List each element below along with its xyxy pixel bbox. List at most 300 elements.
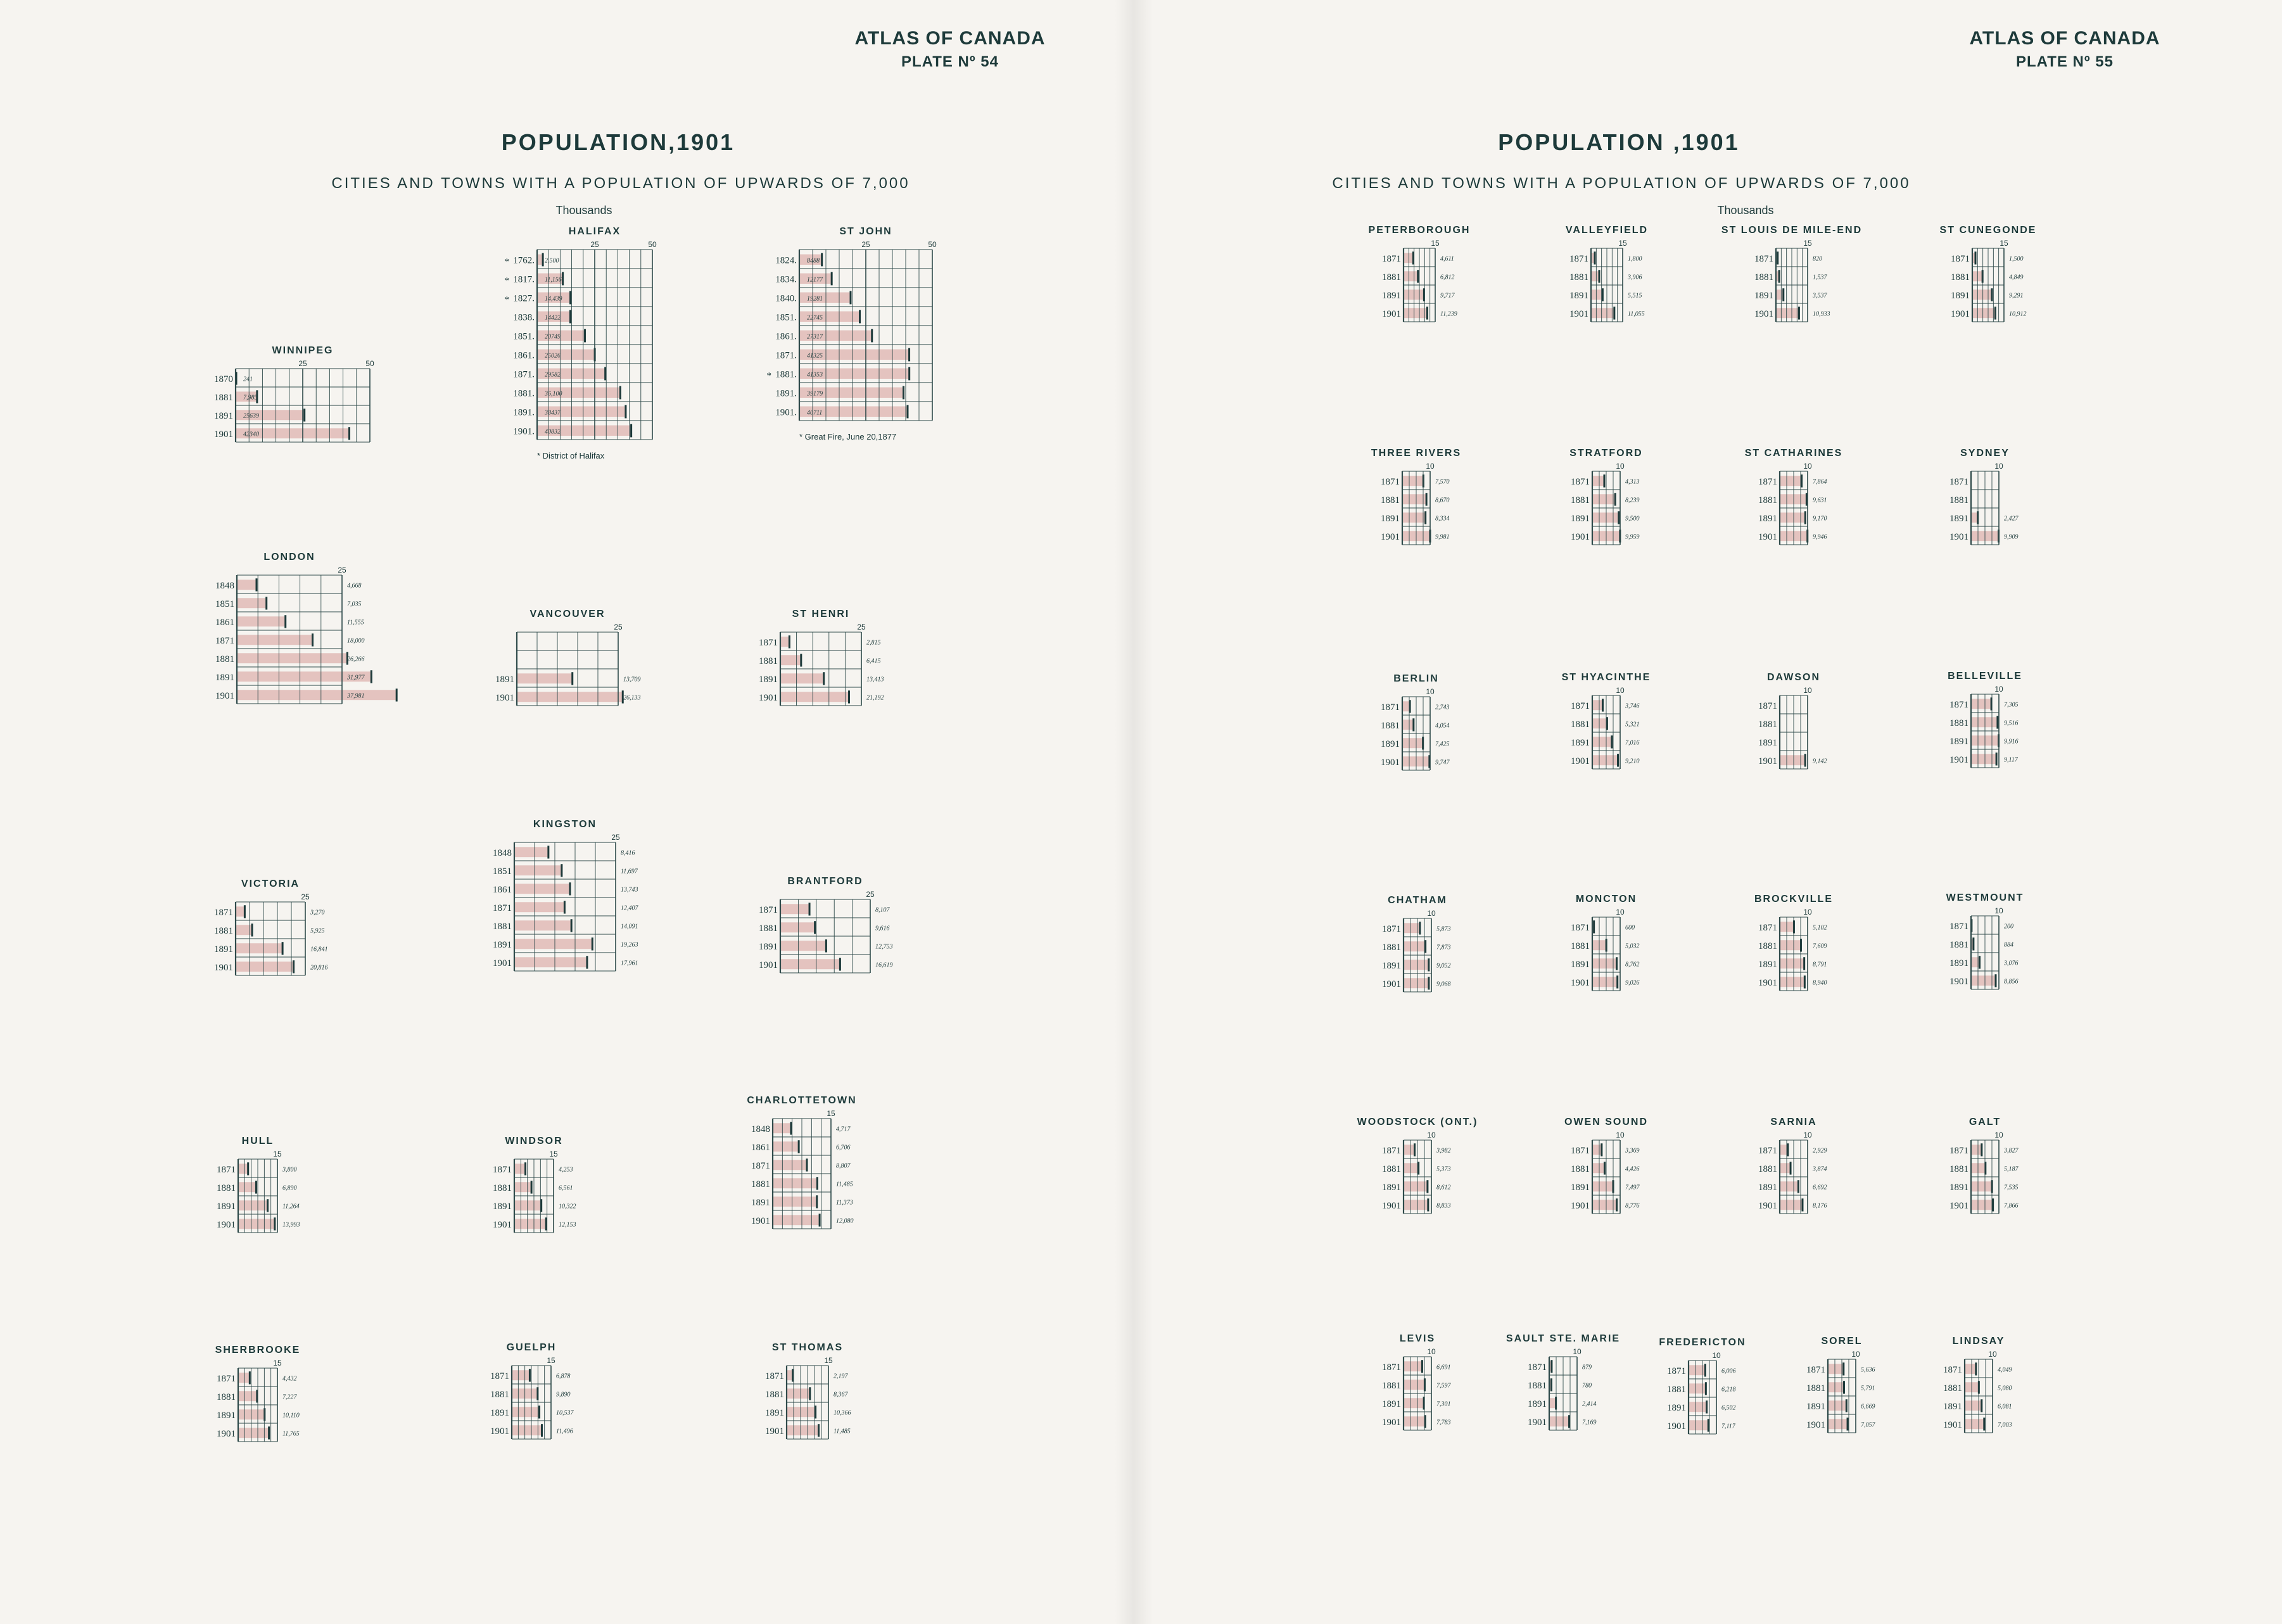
bar	[1971, 1181, 1992, 1191]
year-label: 1871	[1571, 701, 1590, 711]
bar	[1828, 1419, 1848, 1429]
data-label: 11,055	[1628, 310, 1645, 318]
x-tick-label: 10	[1616, 1131, 1625, 1139]
year-label: 1871	[1571, 922, 1590, 933]
chart-title: WESTMOUNT	[1946, 892, 2024, 903]
bar	[237, 616, 286, 626]
year-label: 1901	[490, 1426, 509, 1437]
data-label: 7,864	[1813, 478, 1827, 486]
data-label: 8,940	[1813, 979, 1827, 987]
data-label: 7,227	[282, 1393, 297, 1401]
bar	[1780, 1163, 1791, 1173]
bar	[1780, 755, 1805, 765]
year-label: 1901	[1382, 308, 1401, 319]
year-label: 1851.	[775, 312, 797, 323]
x-tick-label: 15	[827, 1109, 835, 1118]
year-label: 1881	[214, 925, 233, 936]
chart-guelph	[474, 1340, 602, 1449]
year-label: 1891	[495, 674, 514, 685]
chart-svg-st-thomas	[749, 1340, 879, 1445]
data-label: 21,192	[866, 694, 884, 702]
data-label: 7,497	[1625, 1184, 1640, 1191]
year-label: 1901	[493, 958, 512, 968]
data-label: 9,916	[2004, 738, 2019, 745]
year-label: 1891	[1571, 737, 1590, 748]
data-label: 14,091	[621, 923, 638, 930]
data-label: 7,301	[1436, 1400, 1451, 1408]
chart-svg-st-henri	[742, 607, 912, 712]
year-label: 1891	[1949, 736, 1968, 747]
year-label: 1891	[493, 1201, 512, 1212]
bar	[1404, 1380, 1424, 1390]
year-label: 1891	[217, 1201, 236, 1212]
chart-title: GALT	[1968, 1117, 2001, 1127]
year-label: 1901	[1569, 308, 1588, 319]
chart-halifax	[499, 224, 703, 468]
bar	[1971, 754, 1996, 764]
data-label: 8,334	[1435, 515, 1450, 523]
chart-valleyfield	[1553, 223, 1673, 331]
chart-svg-chatham	[1366, 893, 1482, 998]
footnote-mark: *	[504, 295, 509, 305]
year-label: 1881	[1382, 272, 1401, 282]
year-label: 1871	[759, 637, 778, 648]
data-label: 9,068	[1436, 980, 1451, 988]
year-label: 1871	[1571, 1145, 1590, 1156]
bar	[517, 692, 623, 702]
data-label: 6,218	[1721, 1386, 1736, 1393]
year-label: 1881	[1951, 272, 1970, 282]
chart-title: THREE RIVERS	[1371, 448, 1462, 459]
bar	[787, 1388, 810, 1399]
data-label: 11,264	[282, 1203, 300, 1210]
year-label: 1871	[1758, 701, 1777, 711]
data-label: 16,619	[875, 961, 893, 969]
bar	[1971, 699, 1991, 709]
data-label: 7,117	[1721, 1423, 1735, 1430]
data-label: 3,076	[2004, 960, 2019, 967]
year-label: 1901	[1758, 1200, 1777, 1211]
year-label: 1848	[493, 847, 512, 858]
year-label: 1881	[1381, 495, 1400, 505]
bar	[1780, 1181, 1798, 1191]
data-label: 29582	[545, 371, 561, 379]
bar	[1972, 289, 1992, 300]
data-label: 10,912	[2009, 310, 2027, 318]
data-label: 9,142	[1813, 758, 1827, 765]
data-label: 5,187	[2004, 1165, 2019, 1173]
plate-number: PLATE Nº 55	[2015, 53, 2114, 70]
bar	[1402, 701, 1410, 711]
chart-svg-hull	[200, 1134, 328, 1239]
bar	[238, 1182, 256, 1192]
bar	[1965, 1364, 1976, 1374]
bar	[1971, 1200, 1993, 1210]
data-label: 6,878	[556, 1373, 571, 1380]
data-label: 12,080	[836, 1217, 854, 1225]
data-label: 7,985	[243, 394, 258, 402]
year-label: 1881	[1754, 272, 1773, 282]
year-label: 1881	[1571, 1164, 1590, 1174]
data-label: 6,561	[559, 1184, 573, 1192]
x-tick-label: 10	[1994, 906, 2003, 915]
year-label: 1871	[1943, 1364, 1962, 1375]
year-label: 1871	[1569, 253, 1588, 264]
x-tick-label: 10	[1803, 462, 1812, 471]
chart-svg-kingston	[476, 817, 666, 977]
data-label: 3,369	[1625, 1147, 1640, 1155]
chart-svg-brockville	[1742, 892, 1858, 997]
x-tick-label: 15	[549, 1150, 558, 1158]
chart-belleville	[1933, 669, 2050, 777]
year-label: 1881	[1667, 1384, 1686, 1395]
data-label: 5,925	[310, 927, 325, 935]
bar	[514, 902, 564, 912]
data-label: 9,890	[556, 1391, 571, 1399]
data-label: 9,959	[1625, 533, 1640, 541]
year-label: 1871	[1951, 253, 1970, 264]
data-label: 8,762	[1625, 961, 1640, 968]
bar	[773, 1196, 817, 1207]
chart-levis	[1366, 1331, 1482, 1440]
year-label: 1901	[1667, 1421, 1686, 1431]
bar	[1592, 512, 1619, 523]
data-label: 200	[2004, 923, 2013, 930]
data-label: 41353	[807, 371, 823, 379]
chart-svg-charlottetown	[735, 1093, 882, 1235]
year-label: 1891	[759, 674, 778, 685]
chart-svg-valleyfield	[1553, 223, 1673, 328]
chart-title: CHARLOTTETOWN	[747, 1095, 857, 1106]
bar	[1592, 1145, 1602, 1155]
bar	[512, 1407, 540, 1417]
bar	[238, 1200, 268, 1210]
chart-svg-peterborough	[1366, 223, 1486, 328]
data-label: 7,570	[1435, 478, 1450, 486]
x-tick-label: 10	[1803, 1131, 1812, 1139]
data-label: 36,100	[545, 390, 562, 398]
data-label: 7,783	[1436, 1419, 1451, 1426]
year-label: 1840.	[775, 293, 797, 304]
data-label: 27317	[807, 333, 823, 341]
plate-header	[836, 28, 1064, 71]
chart-fredericton	[1651, 1335, 1767, 1443]
data-label: 11,239	[1440, 310, 1457, 318]
year-label: 1871	[1381, 702, 1400, 713]
year-label: 1891	[1754, 290, 1773, 301]
bar	[1689, 1365, 1705, 1375]
chart-svg-halifax	[499, 224, 703, 465]
data-label: 2,743	[1435, 704, 1450, 711]
chart-svg-woodstock-ont	[1357, 1115, 1482, 1220]
chart-note: * Great Fire, June 20,1877	[799, 432, 897, 441]
bar	[1780, 476, 1802, 486]
year-label: 1834.	[775, 274, 797, 285]
x-tick-label: 10	[1427, 909, 1436, 918]
data-label: 8,670	[1435, 497, 1450, 504]
chart-title: BELLEVILLE	[1948, 671, 2022, 682]
chart-sorel	[1790, 1334, 1906, 1442]
bar	[1592, 1181, 1613, 1191]
year-label: 1901	[751, 1215, 770, 1226]
footnote-mark: *	[504, 257, 509, 267]
plate-number: PLATE Nº 54	[901, 53, 999, 70]
year-label: 1891	[1381, 513, 1400, 524]
chart-title: PETERBOROUGH	[1368, 225, 1471, 236]
page-subtitle: CITIES AND TOWNS WITH A POPULATION OF UPWARDS OF 7,000	[331, 175, 910, 192]
data-label: 5,080	[1998, 1385, 2012, 1392]
data-label: 5,321	[1625, 721, 1640, 728]
chart-sherbrooke	[200, 1343, 328, 1451]
year-label: 1870	[214, 374, 233, 384]
year-label: 1881	[1806, 1383, 1825, 1393]
bar	[1828, 1400, 1846, 1411]
year-label: 1881	[759, 923, 778, 934]
year-label: 1861	[751, 1142, 770, 1153]
chart-svg-stratford	[1554, 446, 1671, 551]
year-label: 1871	[1528, 1362, 1547, 1373]
bar	[1404, 289, 1424, 300]
chart-title: KINGSTON	[533, 819, 597, 830]
x-tick-label: 50	[928, 240, 937, 249]
chart-title: VANCOUVER	[529, 609, 605, 619]
bar	[1404, 978, 1429, 988]
x-tick-label: 10	[1994, 462, 2003, 471]
data-label: 5,791	[1861, 1385, 1875, 1392]
chart-title: SYDNEY	[1960, 448, 2010, 459]
x-tick-label: 10	[1994, 1131, 2003, 1139]
year-label: 1848	[215, 580, 234, 591]
data-label: 9,717	[1440, 292, 1455, 300]
x-tick-label: 10	[1616, 686, 1625, 695]
year-label: 1891	[759, 941, 778, 952]
bar	[1689, 1383, 1706, 1393]
chart-title: SAULT STE. MARIE	[1505, 1333, 1621, 1344]
x-tick-label: 50	[365, 359, 374, 368]
year-label: 1871	[215, 635, 234, 646]
data-label: 40711	[807, 409, 823, 417]
chart-three-rivers	[1364, 446, 1481, 554]
data-label: 10,366	[834, 1409, 851, 1417]
data-label: 9,909	[2004, 533, 2019, 541]
bar	[514, 920, 571, 930]
year-label: 1871	[214, 907, 233, 918]
chart-owen-sound	[1554, 1115, 1671, 1223]
chart-svg-dawson	[1742, 670, 1858, 775]
data-label: 2,500	[545, 257, 559, 265]
data-label: 6,706	[836, 1144, 851, 1151]
data-label: 3,270	[310, 909, 325, 917]
chart-svg-sydney	[1933, 446, 2050, 551]
year-label: 1891	[1571, 513, 1590, 524]
data-label: 16,841	[310, 946, 328, 953]
data-label: 820	[1813, 255, 1822, 263]
data-label: 1,800	[1628, 255, 1642, 263]
chart-svg-guelph	[474, 1340, 602, 1445]
chart-title: ST LOUIS DE MILE-END	[1721, 225, 1863, 236]
data-label: 20,816	[310, 964, 328, 972]
bar	[512, 1370, 529, 1380]
year-label: 1861	[215, 617, 234, 628]
bar	[238, 1219, 275, 1229]
chart-st-henri	[742, 607, 912, 715]
year-label: 1881.	[775, 369, 797, 380]
data-label: 13,993	[282, 1221, 300, 1229]
data-label: 7,609	[1813, 942, 1827, 950]
chart-svg-moncton	[1554, 892, 1671, 997]
year-label: 1881.	[513, 388, 535, 399]
chart-chatham	[1366, 893, 1482, 1001]
year-label: 1871.	[513, 369, 535, 380]
year-label: 1881	[1528, 1380, 1547, 1391]
year-label: 1881	[490, 1389, 509, 1400]
year-label: 1851	[215, 599, 234, 609]
year-label: 1901	[1754, 308, 1773, 319]
chart-title: HULL	[241, 1136, 274, 1146]
chart-london	[199, 550, 393, 713]
bar	[236, 943, 282, 953]
chart-title: DAWSON	[1767, 672, 1820, 683]
bar	[1402, 720, 1414, 730]
data-label: 10,322	[559, 1203, 576, 1210]
bar	[1402, 512, 1426, 523]
x-tick-label: 10	[1427, 1347, 1436, 1356]
data-label: 4,253	[559, 1166, 573, 1174]
year-label: 1881	[1382, 1380, 1401, 1391]
chart-title: CHATHAM	[1388, 895, 1447, 906]
bar	[1971, 717, 1998, 727]
data-label: 6,006	[1721, 1367, 1736, 1375]
data-label: 22745	[807, 314, 823, 322]
data-label: 5,102	[1813, 924, 1827, 932]
chart-svg-st-hyacinthe	[1554, 670, 1671, 775]
year-label: 1901	[1571, 756, 1590, 766]
year-label: 1881	[1943, 1383, 1962, 1393]
bar	[780, 655, 801, 665]
data-label: 5,873	[1436, 925, 1451, 933]
x-tick-label: 15	[824, 1356, 833, 1365]
bar	[514, 1200, 542, 1210]
year-label: 1871	[217, 1373, 236, 1384]
year-label: 1871	[1571, 476, 1590, 487]
data-label: 9,291	[2009, 292, 2024, 300]
year-label: 1871	[1382, 253, 1401, 264]
bar	[1780, 494, 1806, 504]
data-label: 5,032	[1625, 942, 1640, 950]
bar	[1776, 308, 1799, 318]
data-label: 37,981	[347, 692, 365, 700]
bar	[1971, 1145, 1982, 1155]
bar	[1549, 1416, 1569, 1426]
x-tick-label: 25	[338, 566, 346, 574]
year-label: 1881	[1382, 942, 1401, 953]
units-label: Thousands	[1717, 204, 1774, 217]
year-label: 1861	[493, 884, 512, 895]
chart-vancouver	[479, 607, 669, 715]
data-label: 7,866	[2004, 1202, 2019, 1210]
year-label: 1871	[1382, 923, 1401, 934]
data-label: 9,631	[1813, 497, 1827, 504]
chart-title: LINDSAY	[1952, 1336, 2005, 1347]
bar	[237, 580, 257, 590]
year-label: 1901	[759, 960, 778, 970]
year-label: 1901	[1381, 531, 1400, 542]
chart-st-louis-de-mile-end	[1721, 223, 1863, 331]
bar	[1404, 308, 1427, 318]
year-label: 1901	[765, 1426, 784, 1437]
bar	[773, 1141, 799, 1151]
year-label: 1861.	[513, 350, 535, 361]
year-label: 1891	[1949, 958, 1968, 968]
data-label: 11,485	[836, 1181, 853, 1188]
year-label: 1881	[214, 392, 233, 403]
x-tick-label: 25	[861, 240, 870, 249]
bar	[1971, 512, 1978, 523]
bar	[514, 884, 570, 894]
bar	[1965, 1419, 1984, 1429]
year-label: 1901	[1758, 977, 1777, 988]
atlas-title: ATLAS OF CANADA	[854, 28, 1046, 49]
data-label: 4,717	[836, 1126, 851, 1133]
bar	[1592, 1163, 1604, 1173]
data-label: 3,537	[1813, 292, 1827, 300]
data-label: 8,107	[875, 906, 890, 914]
bar	[1689, 1402, 1707, 1412]
bar	[1592, 718, 1607, 728]
year-label: 1901	[1758, 531, 1777, 542]
year-label: 1881	[217, 1392, 236, 1402]
data-label: 8,856	[2004, 978, 2019, 986]
data-label: 5,373	[1436, 1165, 1451, 1173]
year-label: 1871	[1667, 1366, 1686, 1376]
data-label: 14,439	[545, 295, 562, 303]
data-label: 8,807	[836, 1162, 851, 1170]
data-label: 5,515	[1628, 292, 1642, 300]
page-title: POPULATION ,1901	[1498, 129, 1740, 155]
year-label: 1881	[1381, 720, 1400, 731]
year-label: 1881	[1758, 719, 1777, 730]
data-label: 2,414	[1582, 1400, 1597, 1408]
chart-svg-westmount	[1933, 891, 2050, 996]
bar	[514, 1219, 546, 1229]
chart-sault-ste-marie	[1505, 1331, 1628, 1440]
data-label: 9,052	[1436, 962, 1451, 970]
data-label: 2,929	[1813, 1147, 1827, 1155]
chart-svg-sherbrooke	[200, 1343, 328, 1448]
x-tick-label: 10	[1427, 1131, 1436, 1139]
year-label: 1881	[765, 1389, 784, 1400]
year-label: 1901	[1949, 531, 1968, 542]
year-label: 1901	[1382, 979, 1401, 989]
chart-title: BERLIN	[1393, 673, 1439, 684]
chart-woodstock-ont	[1357, 1115, 1482, 1223]
data-label: 6,890	[282, 1184, 297, 1192]
year-label: 1881	[1758, 1164, 1777, 1174]
year-label: 1871	[493, 1164, 512, 1175]
year-label: 1901.	[513, 426, 535, 437]
x-tick-label: 10	[1712, 1351, 1721, 1360]
data-label: 13,743	[621, 886, 638, 894]
chart-title: FREDERICTON	[1659, 1337, 1746, 1348]
year-label: 1871	[1758, 922, 1777, 933]
year-label: 1901	[217, 1428, 236, 1439]
year-label: 1762.	[513, 255, 535, 266]
year-label: 1891	[215, 672, 234, 683]
data-label: 31,977	[347, 674, 365, 682]
bar	[1402, 494, 1426, 504]
year-label: 1861.	[775, 331, 797, 342]
year-label: 1881	[1382, 1164, 1401, 1174]
